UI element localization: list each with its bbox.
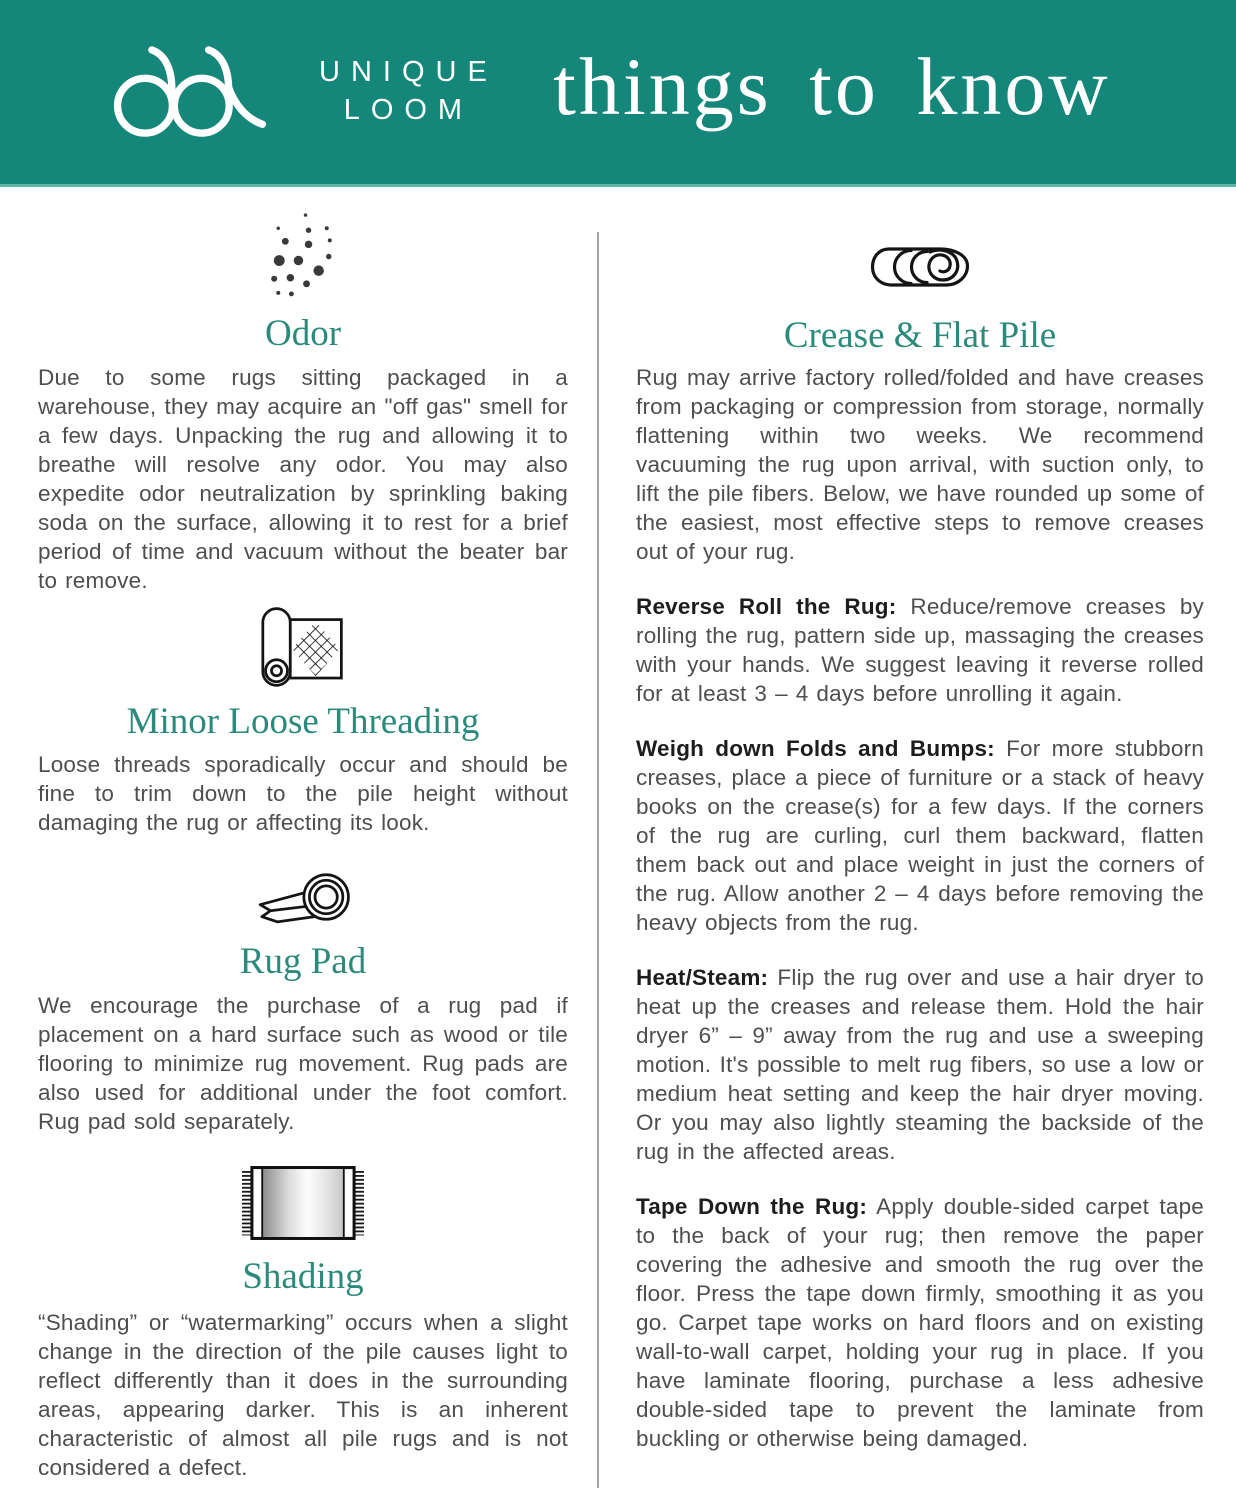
tip-text: Reduce/remove creases by rolling the rug, pattern side up, massaging the creases with your hands. We suggest leaving it reverse rolled for at least 3 – 4 days before unrolling it again. <box>636 594 1205 707</box>
section-title-threading: Minor Loose Threading <box>126 701 480 743</box>
section-rug-pad <box>38 867 568 1136</box>
header <box>0 0 1236 187</box>
tip-text: Apply double-sided carpet tape to the back of your rug; then remove the paper covering the adhesive and smooth the rug over the floor. Press the tape down firmly, smoothing it as you go. Carpet tape works on hard floors and on existing wall-to-wall carpet, holding your rug in place. If you have laminate flooring, purchase a less adhesive double-sided tape to prevent the laminate from buckling or otherwise being damaged. <box>636 1194 1204 1452</box>
tip-weigh-down <box>636 734 1204 937</box>
content <box>0 187 1236 1500</box>
tip-tape-down <box>636 1192 1204 1453</box>
right-column <box>636 187 1204 1500</box>
brand-name <box>308 54 498 129</box>
tip-lead: Weigh down Folds and Bumps: <box>636 736 995 762</box>
rolled-rug-crosshatch-icon <box>255 605 351 689</box>
section-body-odor: Due to some rugs sitting packaged in a warehouse, they may acquire an "off gas" smell for a few days. Unpacking the rug and allowing it to breathe will resolve any odor. You may also expedite odor neutralization by sprinkling baking soda on the surface, allowing it to rest for a brief period of time and vacuum without the beater bar to remove. <box>38 365 568 594</box>
tip-lead: Heat/Steam: <box>636 965 769 991</box>
section-intro-crease: Rug may arrive factory rolled/folded and have creases from packaging or compression from storage, normally flattening within two weeks. We recommend vacuuming the rug upon arrival, with suction only, to lift the pile fibers. Below, we have rounded up some of the easiest, most effective steps to remove creases out of your rug. <box>636 365 1204 565</box>
section-title-odor: Odor <box>264 313 342 354</box>
section-crease-flat-pile <box>636 245 1204 1453</box>
section-odor <box>38 207 568 595</box>
section-title-crease: Crease & Flat Pile <box>783 315 1057 356</box>
brand-name-line2: LOOM <box>343 94 474 126</box>
tip-text: For more stubborn creases, place a piece of furniture or a stack of heavy books on the crease(s) for a few days. If the corners of the rug are curling, curl them backward, flatten them back out and place weight in just the corners of the rug. Allow another 2 – 4 days before removing the heavy objects from the rug. <box>636 736 1205 936</box>
fringed-rug-gradient-icon <box>242 1166 364 1240</box>
rolled-rug-spiral-icon <box>870 245 970 289</box>
section-minor-loose-threading <box>38 605 568 836</box>
tip-text: Flip the rug over and use a hair dryer to heat up the creases and release them. Hold the hair dryer 6” – 9” away from the rug and use a sweeping motion. It's possible to melt rug fibers, so use a low or medium heat setting and keep the hair dryer moving. Or you may also lightly steaming the backside of the rug in the affected areas. <box>636 965 1204 1165</box>
tip-lead: Reverse Roll the Rug: <box>636 594 897 620</box>
section-body-shading: “Shading” or “watermarking” occurs when a slight change in the direction of the pile causes light to reflect differently than it does in the surrounding areas, appearing darker. This is an inherent characteristic of almost all pile rugs and is not considered a defect. <box>38 1310 568 1480</box>
pad-roll-icon <box>244 867 362 927</box>
unique-loom-double-loop-logo-icon <box>98 41 284 143</box>
section-body-rug-pad: We encourage the purchase of a rug pad if placement on a hard surface such as wood or tile flooring to minimize rug movement. Rug pads are also used for additional under the foot comfort. Rug pad sold separately. <box>38 992 568 1134</box>
section-title-rug-pad: Rug Pad <box>239 940 367 982</box>
left-column <box>38 187 568 1500</box>
section-body-threading: Loose threads sporadically occur and should be fine to trim down to the pile height without damaging the rug or affecting its look. <box>38 751 568 835</box>
scatter-dots-icon <box>247 207 359 303</box>
tip-reverse-roll <box>636 592 1204 708</box>
brand-name-line1: UNIQUE <box>319 56 498 89</box>
column-divider <box>597 232 599 1488</box>
section-title-shading: Shading <box>242 1255 364 1297</box>
tip-lead: Tape Down the Rug: <box>636 1194 868 1220</box>
section-shading <box>38 1166 568 1482</box>
brand-logo <box>98 41 498 143</box>
tip-heat-steam <box>636 963 1204 1166</box>
page-title: things to know <box>553 41 1111 132</box>
